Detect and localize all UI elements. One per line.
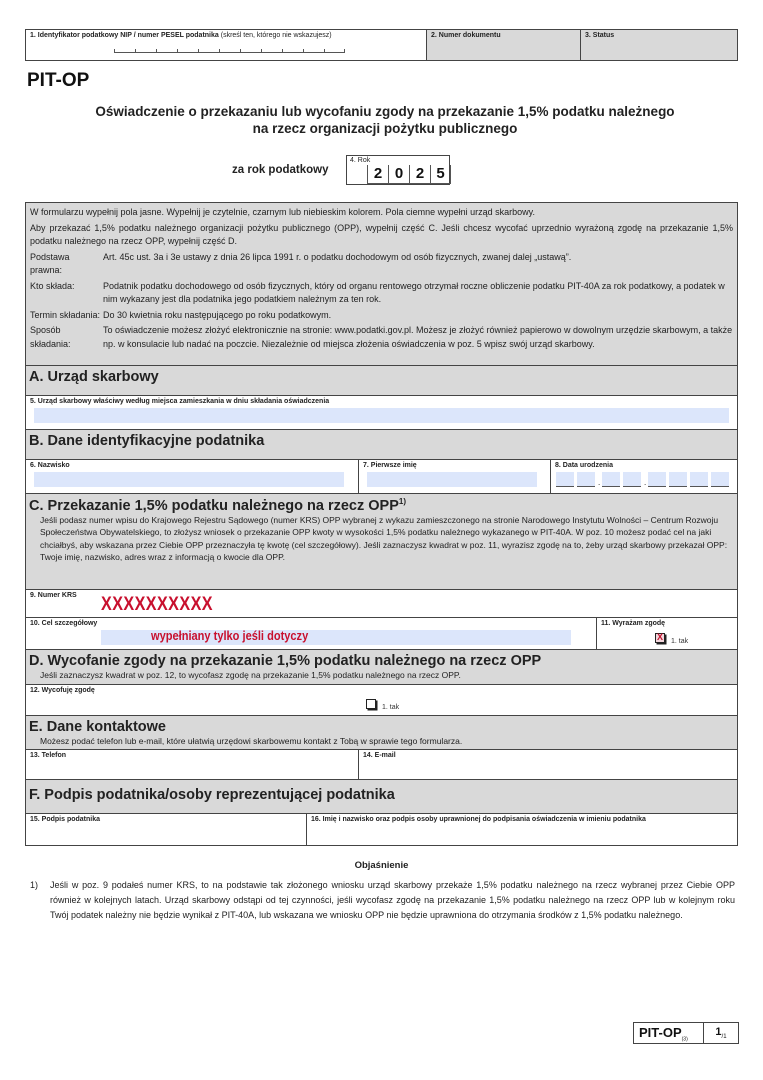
year-digit: 0 — [388, 165, 409, 184]
field-10-label: 10. Cel szczegółowy — [30, 620, 98, 627]
field-5-input[interactable] — [34, 408, 729, 423]
withdraw-checkbox[interactable] — [366, 699, 376, 709]
field-5-label: 5. Urząd skarbowy właściwy według miejsca zamieszkania w dniu składania oświadczenia — [30, 398, 330, 405]
field-1-note: (skreśl ten, którego nie wskazujesz) — [220, 32, 332, 39]
section-d-description: Jeśli zaznaczysz kwadrat w poz. 12, to wycofasz zgodę na przekazanie 1,5% podatku należnego na rzecz OPP. — [40, 670, 461, 680]
explanation-item — [30, 878, 735, 923]
section-a-header — [25, 366, 738, 396]
header-fields-row — [25, 29, 738, 61]
section-c-title: C. Przekazanie 1,5% podatku należnego na rzecz OPP — [29, 497, 399, 514]
field-5-tax-office[interactable] — [26, 396, 737, 429]
section-e-row — [25, 750, 738, 780]
consent-checkbox[interactable] — [655, 633, 665, 643]
field-12-withdraw[interactable] — [26, 685, 737, 715]
year-digit: 5 — [430, 165, 451, 184]
section-b-title: B. Dane identyfikacyjne podatnika — [29, 433, 265, 449]
year-digit: 2 — [409, 165, 430, 184]
section-a-row — [25, 396, 738, 430]
section-c-description: Jeśli podasz numer wpisu do Krajowego Rejestru Sądowego (numer KRS) OPP wybranej z wykazu zamieszczonego na stronie Narodowego Instytutu Wolności – Centrum Rozwoju Społeczeństwa Obywatelskiego, to złożysz wniosek o przekazanie OPP kwoty w wysokości 1,5% podatku należnego wykazanego w PIT-40A. W poz. 10 możesz podać cel na jaki chciałbyś, aby wskazana przez Ciebie OPP przeznaczyła tę kwotę (cel szczegółowy). Jeśli zaznaczysz kwadrat w poz. 11, wyrazisz zgodę na to, żeby urząd skarbowy przekazał OPP: Twoje imię, nazwisko, adres wraz z informacją o kwocie dla OPP. — [40, 514, 728, 563]
field-14-email[interactable] — [358, 750, 737, 779]
instruction-1: W formularzu wypełnij pola jasne. Wypełnij je czytelnie, czarnym lub niebieskim kolorem. Pola ciemne wypełni urząd skarbowy. — [30, 207, 535, 217]
section-c-goal-row — [25, 618, 738, 650]
info-row-deadline: Termin składania: Do 30 kwietnia roku następującego po roku podatkowym. — [30, 309, 332, 320]
field-6-input[interactable] — [34, 472, 344, 487]
year-digit: 2 — [367, 165, 388, 184]
section-d-title: D. Wycofanie zgody na przekazanie 1,5% podatku należnego na rzecz OPP — [29, 653, 542, 669]
title-line-1: Oświadczenie o przekazaniu lub wycofaniu zgody na przekazanie 1,5% podatku należnego — [95, 104, 675, 119]
field-9-krs[interactable] — [26, 590, 737, 617]
section-e-header — [25, 716, 738, 750]
footer-version: (3) — [681, 1036, 688, 1043]
field-11-consent[interactable] — [596, 618, 737, 649]
field-8-label: 8. Data urodzenia — [555, 462, 613, 469]
field-16-label: 16. Imię i nazwisko oraz podpis osoby uprawnionej do podpisania oświadczenia w imieniu podatnika — [311, 816, 646, 823]
footer-code: PIT-OP — [639, 1025, 682, 1040]
field-7-input[interactable] — [367, 472, 537, 487]
field-4-label: 4. Rok — [350, 157, 371, 164]
section-a-title: A. Urząd skarbowy — [29, 369, 159, 385]
field-7-first-name[interactable] — [358, 460, 550, 493]
footer-form-id — [633, 1022, 739, 1044]
section-c-header — [25, 494, 738, 590]
title-line-2: na rzecz organizacji pożytku publicznego — [252, 121, 518, 136]
field-13-phone[interactable] — [26, 750, 358, 779]
section-e-description: Możesz podać telefon lub e-mail, które ułatwią urzędowi skarbowemu kontakt z Tobą w sprawie tego formularza. — [40, 736, 463, 746]
footer-page-total: /1 — [721, 1034, 727, 1041]
form-title — [60, 103, 710, 137]
field-15-signature[interactable] — [26, 814, 306, 845]
field-12-label: 12. Wycofuję zgodę — [30, 687, 95, 694]
field-1-nip-pesel[interactable] — [26, 30, 427, 60]
field-9-label: 9. Numer KRS — [30, 592, 77, 599]
footer-page-number: 1 — [715, 1026, 722, 1038]
field-6-surname[interactable] — [26, 460, 358, 493]
field-14-label: 14. E-mail — [363, 752, 396, 759]
explanation-text: Jeśli w poz. 9 podałeś numer KRS, to na podstawie tak złożonego wniosku urząd skarbowy przekaże 1,5% podatku należnego na rzecz wybranej przez Ciebie OPP również w kolejnych latach. Urząd skarbowy odstąpi od tej czynności, jeśli wycofasz zgodę na przekazanie 1,5% podatku należnego na rzecz OPP lub w kolejnym roku Twój podatek należny nie będzie wynikał z PIT-40A, lub wskazana we wniosku OPP nie będzie uprawniona do otrzymania środków z 1,5% podatku należnego. — [50, 880, 735, 920]
section-b-row — [25, 460, 738, 494]
birth-day[interactable] — [556, 472, 598, 487]
instruction-2: Aby przekazać 1,5% podatku należnego organizacji pożytku publicznego (OPP), wypełnij część C. Jeśli chcesz wycofać uprzednio wyrażoną zgodę na przekazanie 1,5% podatku należnego na rzecz OPP, wypełnij część D. — [30, 222, 733, 246]
nip-digit-ticks — [114, 49, 345, 53]
explanation-title: Objaśnienie — [354, 860, 409, 871]
field-8-birth-date[interactable] — [550, 460, 737, 493]
field-6-label: 6. Nazwisko — [30, 462, 70, 469]
field-3-label: 3. Status — [585, 32, 615, 39]
krs-value[interactable]: XXXXXXXXXX — [101, 594, 213, 615]
explanation-number: 1) — [30, 880, 39, 890]
field-7-label: 7. Pierwsze imię — [363, 462, 417, 469]
section-f-row — [25, 814, 738, 846]
field-11-label: 11. Wyrażam zgodę — [601, 620, 666, 627]
birth-year[interactable] — [648, 472, 732, 487]
birth-month[interactable] — [602, 472, 644, 487]
section-d-row — [25, 685, 738, 716]
year-digits — [367, 165, 451, 184]
field-15-label: 15. Podpis podatnika — [30, 816, 101, 823]
birth-date-input[interactable]: . . — [556, 472, 732, 487]
year-prefix: za rok podatkowy — [232, 164, 329, 176]
consent-option-label: 1. tak — [671, 638, 689, 645]
form-code: PIT-OP — [27, 70, 90, 91]
field-10-goal[interactable] — [26, 618, 596, 649]
section-c-krs-row — [25, 590, 738, 618]
field-2-document-number — [427, 30, 581, 60]
section-f-header — [25, 780, 738, 814]
withdraw-option-label: 1. tak — [382, 704, 400, 711]
goal-value: wypełniany tylko jeśli dotyczy — [151, 628, 309, 643]
footnote-ref: 1) — [398, 497, 406, 506]
section-d-header — [25, 650, 738, 685]
instructions-block — [25, 202, 738, 366]
section-e-title: E. Dane kontaktowe — [29, 719, 166, 735]
info-row-who-files: Kto składa: Podatnik podatku dochodowego od osób fizycznych, który od organu rentowego otrzymał roczne obliczenie podatku PIT-40A za rok podatkowy, a podatek w nim wykazany jest dla podatnika jego podatkiem należnym za ten rok. — [30, 280, 725, 304]
field-2-label: 2. Numer dokumentu — [431, 32, 501, 39]
field-16-representative[interactable] — [306, 814, 737, 845]
field-4-year[interactable] — [346, 155, 450, 185]
info-row-filing-method: Sposób składania: To oświadczenie możesz złożyć elektronicznie na stronie: www.podatki.gov.pl. Możesz je złożyć również papierowo w dowolnym urzędzie skarbowym, a także np. w konsulacie lub nadać na poczcie. Niezależnie od miejsca złożenia oświadczenia w poz. 5 wpisz swój urząd skarbowy. — [30, 325, 733, 349]
section-f-title: F. Podpis podatnika/osoby reprezentującej podatnika — [29, 787, 395, 803]
field-3-status — [581, 30, 737, 60]
field-1-label: 1. Identyfikator podatkowy NIP / numer PESEL podatnika — [30, 32, 219, 39]
field-10-input[interactable] — [101, 630, 571, 645]
info-row-legal-basis: Podstawa prawna: Art. 45c ust. 3a i 3e ustawy z dnia 26 lipca 1991 r. o podatku dochodowym od osób fizycznych, zwanej dalej „ustawą”. — [30, 251, 572, 275]
field-13-label: 13. Telefon — [30, 752, 67, 759]
section-b-header — [25, 430, 738, 460]
